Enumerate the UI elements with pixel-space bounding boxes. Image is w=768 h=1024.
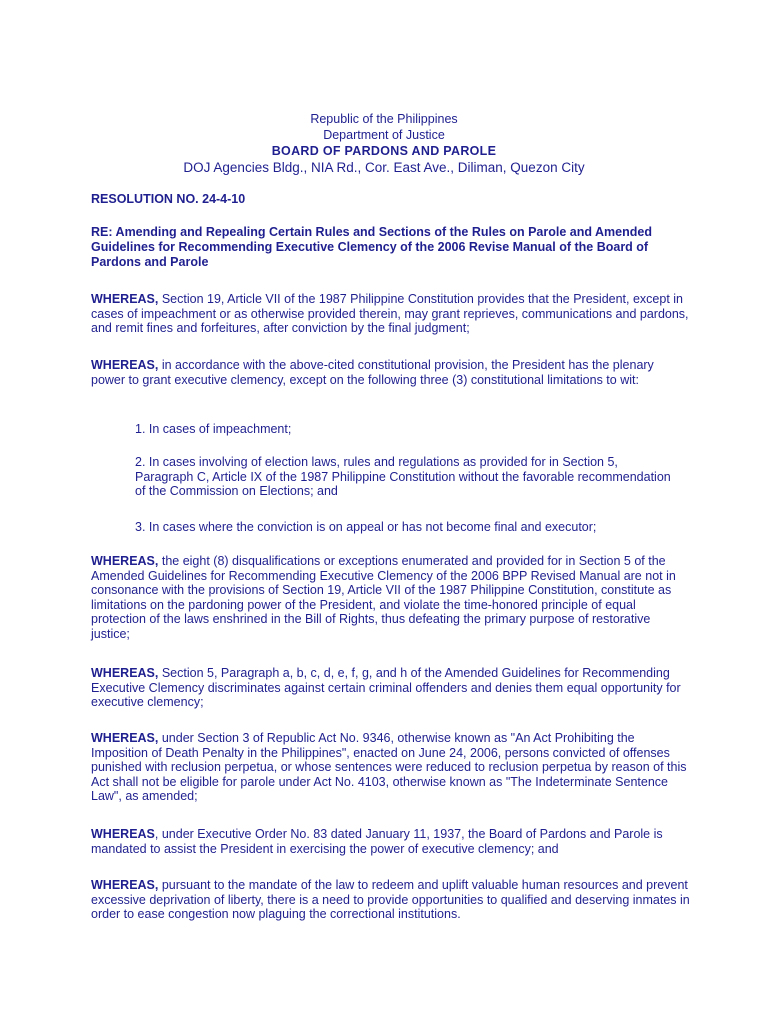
whereas-lead: WHEREAS, <box>91 292 159 306</box>
paragraph-text: Section 5, Paragraph a, b, c, d, e, f, g, and h of the Amended Guidelines for Recommending Executive Clemency discriminates against certain criminal offenders and denies them equal opportunity for executive clemency; <box>91 666 681 710</box>
letterhead <box>0 111 768 176</box>
whereas-lead: WHEREAS, <box>91 666 159 680</box>
whereas-lead: WHEREAS, <box>91 358 159 372</box>
resolution-number: RESOLUTION NO. 24-4-10 <box>91 192 246 206</box>
whereas-lead: WHEREAS <box>91 827 155 841</box>
letterhead-agency: BOARD OF PARDONS AND PAROLE <box>271 144 497 158</box>
paragraph-text: , under Executive Order No. 83 dated January 11, 1937, the Board of Pardons and Parole is mandated to assist the President in exercising the power of executive clemency; and <box>91 827 663 856</box>
paragraph-text: in accordance with the above-cited constitutional provision, the President has the plenary power to grant executive clemency, except on the following three (3) constitutional limitations to wit: <box>91 358 654 387</box>
paragraph-text: under Section 3 of Republic Act No. 9346, otherwise known as "An Act Prohibiting the Imposition of Death Penalty in the Philippines", enacted on June 24, 2006, persons convicted of offenses punished with reclusion perpetua, or whose sentences were reduced to reclusion perpetua by reason of this Act shall not be eligible for parole under Act No. 4103, otherwise known as "The Indeterminate Sentence Law", as amended; <box>91 731 687 804</box>
paragraph-text: the eight (8) disqualifications or exceptions enumerated and provided for in Section 5 of the Amended Guidelines for Recommending Executive Clemency of the 2006 BPP Revised Manual are not in consonance with the provisions of Section 19, Article VII of the 1987 Philippine Constitution, constitute as limitations on the pardoning power of the President, and violate the time-honored principle of equal protection of the laws enshrined in the Bill of Rights, thus defeating the primary purpose of restorative justice; <box>91 554 676 641</box>
whereas-paragraph-5 <box>91 731 691 804</box>
whereas-paragraph-3 <box>91 554 691 642</box>
whereas-lead: WHEREAS, <box>91 731 159 745</box>
letterhead-address: DOJ Agencies Bldg., NIA Rd., Cor. East Ave., Diliman, Quezon City <box>183 160 585 175</box>
letterhead-department: Department of Justice <box>323 128 445 142</box>
limitation-item-1: 1. In cases of impeachment; <box>135 422 292 436</box>
letterhead-country: Republic of the Philippines <box>310 112 458 126</box>
resolution-subject: RE: Amending and Repealing Certain Rules and Sections of the Rules on Parole and Amended Guidelines for Recommending Executive Clemency of the 2006 Revise Manual of the Board of Pardons and Parole <box>91 225 652 269</box>
whereas-paragraph-6 <box>91 827 691 856</box>
whereas-lead: WHEREAS, <box>91 554 159 568</box>
whereas-paragraph-2 <box>91 358 691 387</box>
limitation-item-3: 3. In cases where the conviction is on appeal or has not become final and executor; <box>135 520 597 534</box>
whereas-paragraph-7 <box>91 878 691 922</box>
whereas-lead: WHEREAS, <box>91 878 159 892</box>
limitation-item-2: 2. In cases involving of election laws, rules and regulations as provided for in Section 5, Paragraph C, Article IX of the 1987 Philippine Constitution without the favorable recommendation of the Commission on Elections; and <box>135 455 671 499</box>
whereas-paragraph-4 <box>91 666 691 710</box>
whereas-paragraph-1 <box>91 292 691 336</box>
paragraph-text: pursuant to the mandate of the law to redeem and uplift valuable human resources and prevent excessive deprivation of liberty, there is a need to provide opportunities to qualified and deserving inmates in order to ease congestion now plaguing the correctional institutions. <box>91 878 690 922</box>
paragraph-text: Section 19, Article VII of the 1987 Philippine Constitution provides that the President, except in cases of impeachment or as otherwise provided therein, may grant reprieves, communications and pardons, and remit fines and forfeitures, after conviction by the final judgment; <box>91 292 689 336</box>
